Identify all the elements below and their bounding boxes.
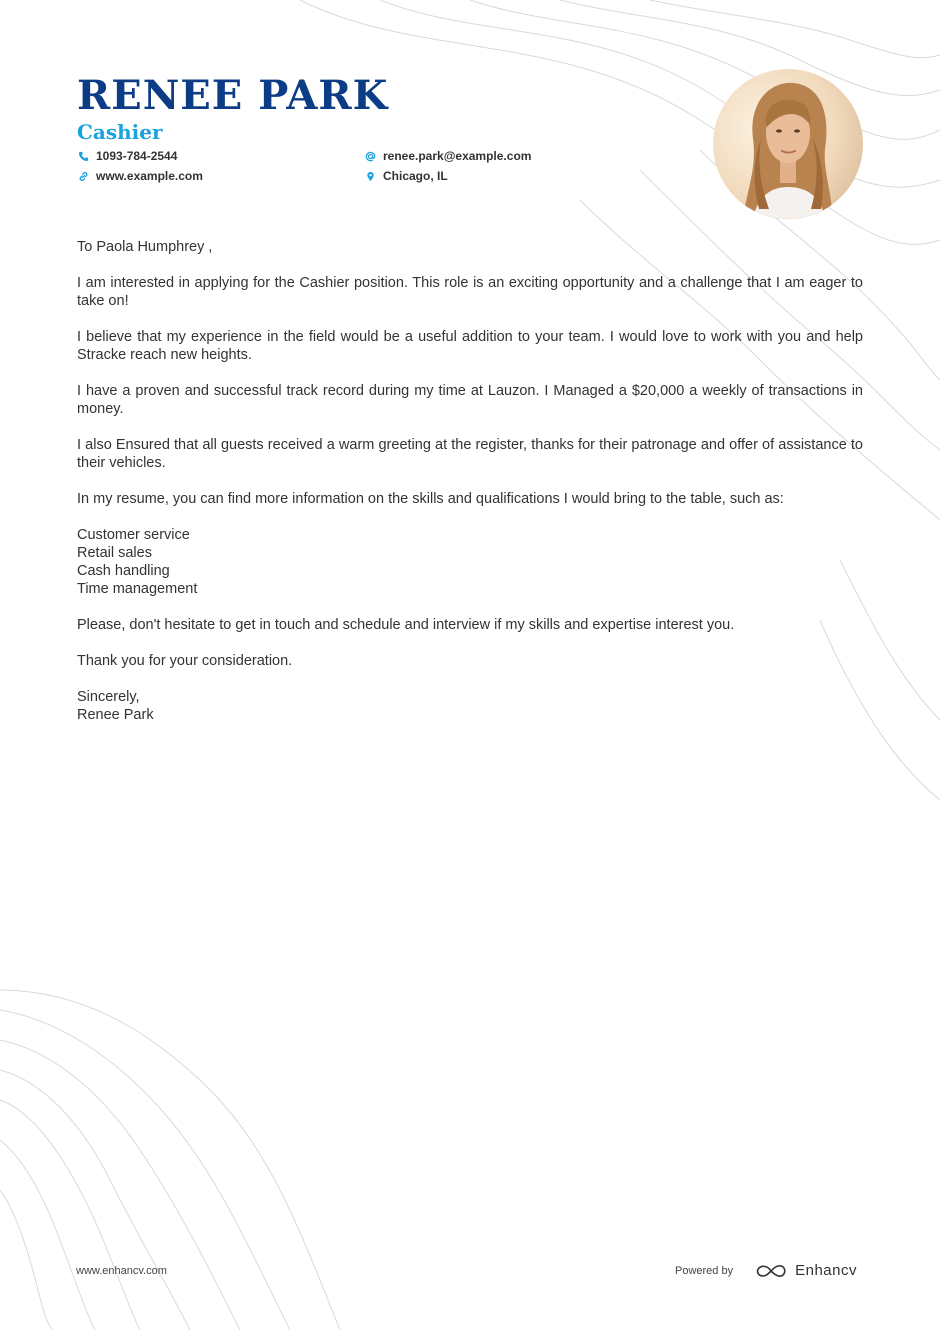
profile-photo xyxy=(713,69,863,219)
signature: Renee Park xyxy=(77,707,154,723)
contact-location xyxy=(364,168,448,184)
contact-website xyxy=(77,168,203,184)
website-link[interactable]: www.example.com xyxy=(96,169,203,183)
contact-phone xyxy=(77,148,177,164)
letter-paragraph: I believe that my experience in the field would be a useful addition to your team. I would love to work with you and help Stracke reach new heights. xyxy=(77,329,863,363)
footer-branding xyxy=(675,1262,857,1279)
letter-paragraph: In my resume, you can find more information on the skills and qualifications I would bring to the table, such as: xyxy=(77,491,784,507)
powered-by-label: Powered by xyxy=(675,1264,734,1277)
skill-item: Retail sales xyxy=(77,545,152,561)
letter-paragraph: Thank you for your consideration. xyxy=(77,653,293,669)
letter-paragraph: I also Ensured that all guests received a warm greeting at the register, thanks for their patronage and offer of assistance to their vehicles. xyxy=(77,437,863,471)
at-sign-icon xyxy=(364,150,376,162)
phone-number[interactable]: 1093-784-2544 xyxy=(96,149,178,163)
enhancv-logo[interactable] xyxy=(755,1262,857,1279)
skills-list xyxy=(77,526,863,598)
candidate-name: RENEE PARK xyxy=(77,72,389,119)
signoff: Sincerely, xyxy=(77,689,140,705)
footer-website[interactable]: www.enhancv.com xyxy=(76,1265,167,1277)
letter-paragraph: I am interested in applying for the Cashier position. This role is an exciting opportunity and a challenge that I am eager to take on! xyxy=(77,275,863,309)
salutation: To Paola Humphrey , xyxy=(77,239,213,255)
letter-body xyxy=(77,238,863,724)
location-pin-icon xyxy=(364,170,376,182)
contact-email xyxy=(364,148,531,164)
skill-item: Cash handling xyxy=(77,563,170,579)
location-text: Chicago, IL xyxy=(383,169,448,183)
skill-item: Time management xyxy=(77,581,198,597)
email-address[interactable]: renee.park@example.com xyxy=(383,149,532,163)
skill-item: Customer service xyxy=(77,527,190,543)
enhancv-logo-icon xyxy=(755,1263,787,1279)
phone-icon xyxy=(77,150,89,162)
letter-paragraph: I have a proven and successful track record during my time at Lauzon. I Managed a $20,000 a weekly of transactions in money. xyxy=(77,383,863,417)
letter-paragraph: Please, don't hesitate to get in touch and schedule and interview if my skills and expertise interest you. xyxy=(77,617,735,633)
link-icon xyxy=(77,170,89,182)
job-title: Cashier xyxy=(77,120,163,144)
enhancv-brand-name: Enhancv xyxy=(795,1262,857,1279)
